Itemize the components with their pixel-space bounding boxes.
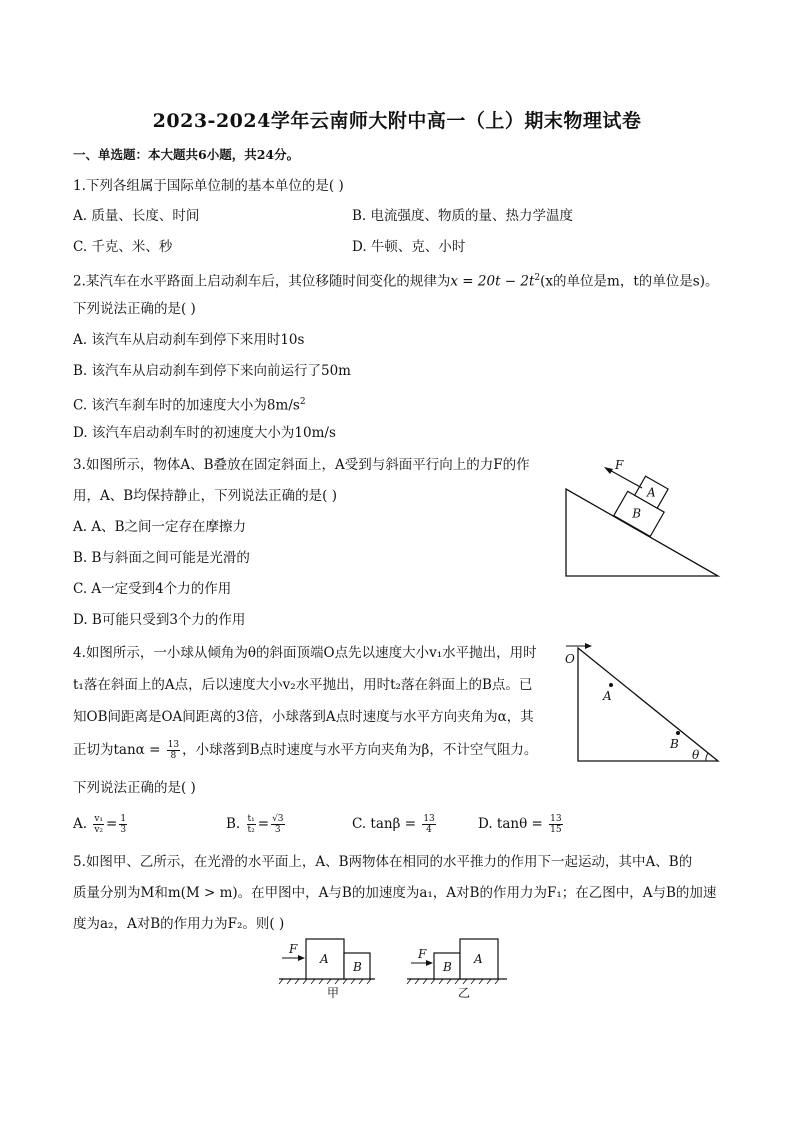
q2-option-c-text: C. 该汽车刹车时的加速度大小为8m/s: [73, 397, 300, 414]
q4-option-d-num: 13: [550, 814, 562, 824]
q1-option-b: B. 电流强度、物质的量、热力学温度: [352, 208, 574, 224]
q4-option-d-label: D. tanθ =: [478, 816, 543, 832]
q4-stem-1: 4.如图所示，一小球从倾角为θ的斜面顶端O点先以速度大小v₁水平抛出，用时: [73, 645, 537, 661]
q4-stem-2: t₁落在斜面上的A点，后以速度大小v₂水平抛出，用时t₂落在斜面上的B点。已: [73, 677, 533, 693]
q4-option-b-frac2: [271, 814, 284, 835]
q4-option-b-num: t₁: [247, 814, 255, 824]
q2-stem-2: 下列说法正确的是( ): [73, 301, 196, 317]
q4-option-c-num: 13: [423, 814, 435, 824]
q4-stem-5: 下列说法正确的是( ): [73, 780, 196, 796]
q4-option-b-den2: 3: [274, 825, 281, 835]
q2-formula-exp: 2: [534, 273, 541, 283]
q5-label-f-jia: F: [289, 942, 298, 956]
q4-figure: [560, 640, 725, 768]
q3-label-a: A: [647, 485, 656, 500]
q4-frac-den: 8: [170, 751, 177, 761]
q4-label-a: A: [603, 689, 612, 703]
q3-label-f: F: [615, 458, 624, 472]
q3-option-c: C. A一定受到4个力的作用: [73, 581, 232, 597]
q4-option-b-den: t₂: [247, 825, 255, 835]
q2-option-a: A. 该汽车从启动刹车到停下来用时10s: [73, 332, 305, 348]
q1-option-d: D. 牛顿、克、小时: [352, 239, 466, 255]
q4-stem-4-rest: ，小球落到B点时速度与水平方向夹角为β，不计空气阻力。: [182, 742, 538, 758]
q3-force-arrowhead: [604, 467, 613, 474]
q2-option-c-exp: 2: [299, 397, 306, 407]
q4-velocity-arrowhead: [585, 643, 592, 649]
q5-stem-1: 5.如图甲、乙所示，在光滑的水平面上，A、B两物体在相同的水平推力的作用下一起运动，其中A、B的: [73, 854, 693, 870]
q4-option-a-num2: 1: [120, 814, 127, 824]
q5-label-b-jia: B: [353, 960, 362, 974]
q4-point-a: [609, 683, 613, 687]
q3-stem-1: 3.如图所示，物体A、B叠放在固定斜面上，A受到与斜面平行向上的力F的作: [73, 457, 530, 473]
q4-option-d: [478, 814, 565, 835]
q4-option-b: [226, 814, 287, 835]
q2-option-b: B. 该汽车从启动刹车到停下来向前运行了50m: [73, 363, 351, 379]
q4-option-a-frac2: [119, 814, 127, 835]
q4-incline: [578, 648, 718, 761]
q4-option-b-num2: √3: [272, 814, 284, 824]
q2-option-d: D. 该汽车启动刹车时的初速度大小为10m/s: [73, 425, 336, 441]
q2-formula: x = 20t − 2t: [450, 273, 535, 290]
q3-figure: [560, 455, 725, 580]
q1-stem: 1.下列各组属于国际单位制的基本单位的是( ): [73, 178, 344, 194]
q4-option-a: [73, 814, 129, 835]
q5-force-arrowhead-jia: [298, 955, 305, 961]
q3-option-b: B. B与斜面之间可能是光滑的: [73, 550, 250, 566]
q4-option-b-label: B.: [226, 816, 241, 832]
q4-option-a-eq: =: [106, 816, 118, 832]
q4-option-c-label: C. tanβ =: [352, 816, 417, 832]
q3-label-b: B: [632, 506, 642, 521]
q4-option-a-label: A.: [73, 816, 88, 832]
q4-frac-num: 13: [167, 740, 180, 750]
q4-option-c-frac: [422, 814, 435, 835]
q2-units: (x的单位是m，t的单位是s)。: [540, 273, 719, 290]
q2-option-c: [73, 393, 306, 415]
q5-ground-hatch-yi: [407, 979, 499, 984]
q5-label-f-yi: F: [418, 947, 427, 961]
page-title: 2023-2024学年云南师大附中高一（上）期末物理试卷: [152, 110, 642, 132]
q5-label-a-jia: A: [320, 952, 329, 966]
q2-stem-text: 2.某汽车在水平路面上启动刹车后，其位移随时间变化的规律为: [73, 273, 451, 290]
q3-option-d: D. B可能只受到3个力的作用: [73, 612, 246, 628]
q4-tan-alpha: 正切为tanα =: [73, 742, 161, 758]
q4-option-a-num: v₁: [94, 814, 104, 824]
q5-stem-2: 质量分别为M和m(M > m)。在甲图中，A与B的加速度为a₁，A对B的作用力为F₁；在乙图中，A与B的加速: [73, 885, 717, 901]
section-heading: 一、单选题：本大题共6小题，共24分。: [73, 147, 300, 162]
q4-option-b-frac1: [247, 814, 256, 835]
q4-option-c-den: 4: [426, 825, 432, 835]
q5-stem-3: 度为a₂，A对B的作用力为F₂。则( ): [73, 916, 285, 932]
q4-option-a-den: v₂: [94, 825, 104, 835]
q4-option-a-den2: 3: [120, 825, 127, 835]
q4-stem-3: 知OB间距离是OA间距离的3倍，小球落到A点时速度与水平方向夹角为α，其: [73, 709, 534, 725]
q3-stem-2: 用，A、B均保持静止，下列说法正确的是( ): [73, 488, 337, 504]
q1-option-a: A. 质量、长度、时间: [73, 208, 200, 224]
q5-label-a-yi: A: [474, 952, 483, 966]
q4-label-theta: θ: [692, 748, 700, 762]
q5-caption-jia: 甲: [327, 986, 340, 1000]
q4-angle-arc: [706, 753, 708, 761]
q4-label-b: B: [670, 737, 679, 751]
q4-option-d-den: 15: [550, 825, 562, 835]
q4-option-d-frac: [549, 814, 562, 835]
q4-option-b-eq: =: [257, 816, 270, 832]
q5-ground-hatch-jia: [279, 979, 371, 984]
q4-point-b: [676, 731, 680, 735]
q4-label-o: O: [565, 652, 575, 666]
q4-option-c: [352, 814, 438, 835]
q5-figure: [275, 935, 515, 1003]
q4-tan-alpha-fraction: [167, 740, 180, 761]
q2-stem: [73, 269, 718, 291]
q5-caption-yi: 乙: [458, 986, 471, 1000]
q1-option-c: C. 千克、米、秒: [73, 239, 173, 255]
q4-option-a-frac1: [93, 814, 104, 835]
q3-option-a: A. A、B之间一定存在摩擦力: [73, 519, 247, 535]
q5-force-arrowhead-yi: [426, 960, 433, 966]
q4-stem-4: [73, 740, 537, 761]
q5-label-b-yi: B: [443, 960, 452, 974]
